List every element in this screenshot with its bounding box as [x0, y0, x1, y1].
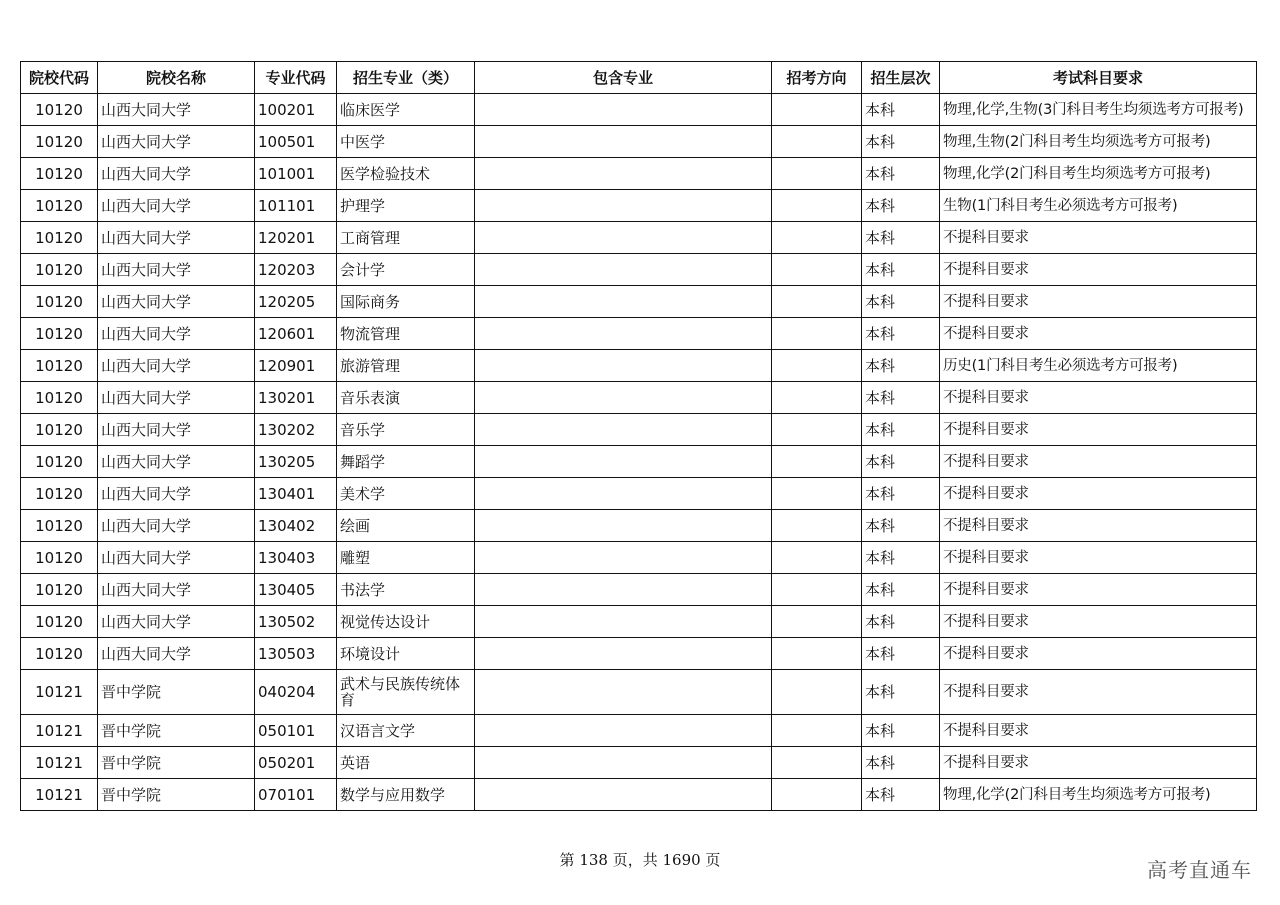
cell-level: 本科 — [862, 286, 940, 318]
cell-major-name: 国际商务 — [337, 286, 475, 318]
table-row — [21, 190, 1257, 222]
cell-included-majors — [475, 286, 772, 318]
cell-school-code: 10120 — [21, 318, 98, 350]
cell-major-name: 会计学 — [337, 254, 475, 286]
table-row — [21, 478, 1257, 510]
cell-subject-requirement: 不提科目要求 — [940, 606, 1257, 638]
cell-direction — [772, 414, 862, 446]
cell-included-majors — [475, 190, 772, 222]
cell-school-code: 10121 — [21, 779, 98, 811]
table-row — [21, 254, 1257, 286]
cell-school-name: 山西大同大学 — [98, 350, 255, 382]
cell-subject-requirement: 不提科目要求 — [940, 382, 1257, 414]
cell-direction — [772, 542, 862, 574]
cell-school-code: 10120 — [21, 126, 98, 158]
header-subject-requirement: 考试科目要求 — [940, 62, 1257, 94]
cell-major-code: 120601 — [255, 318, 337, 350]
table-row — [21, 747, 1257, 779]
cell-included-majors — [475, 638, 772, 670]
cell-direction — [772, 747, 862, 779]
cell-major-code: 100501 — [255, 126, 337, 158]
cell-direction — [772, 382, 862, 414]
cell-major-name: 环境设计 — [337, 638, 475, 670]
cell-level: 本科 — [862, 510, 940, 542]
cell-direction — [772, 779, 862, 811]
cell-direction — [772, 94, 862, 126]
cell-major-code: 130502 — [255, 606, 337, 638]
cell-major-code: 120901 — [255, 350, 337, 382]
cell-major-code: 130503 — [255, 638, 337, 670]
cell-school-code: 10120 — [21, 382, 98, 414]
cell-included-majors — [475, 382, 772, 414]
cell-included-majors — [475, 606, 772, 638]
cell-level: 本科 — [862, 638, 940, 670]
cell-level: 本科 — [862, 779, 940, 811]
cell-included-majors — [475, 94, 772, 126]
cell-included-majors — [475, 350, 772, 382]
cell-school-code: 10120 — [21, 286, 98, 318]
cell-school-name: 晋中学院 — [98, 779, 255, 811]
cell-school-code: 10120 — [21, 606, 98, 638]
cell-subject-requirement: 不提科目要求 — [940, 446, 1257, 478]
cell-direction — [772, 574, 862, 606]
cell-school-name: 山西大同大学 — [98, 94, 255, 126]
cell-included-majors — [475, 574, 772, 606]
cell-major-name: 汉语言文学 — [337, 715, 475, 747]
cell-subject-requirement: 不提科目要求 — [940, 670, 1257, 715]
table-row — [21, 158, 1257, 190]
cell-major-name: 医学检验技术 — [337, 158, 475, 190]
cell-major-name: 书法学 — [337, 574, 475, 606]
cell-major-code: 120205 — [255, 286, 337, 318]
cell-subject-requirement: 物理,化学(2门科目考生均须选考方可报考) — [940, 158, 1257, 190]
page-info: 第 138 页，共 1690 页 — [559, 851, 721, 869]
header-school-code: 院校代码 — [21, 62, 98, 94]
cell-major-code: 050101 — [255, 715, 337, 747]
cell-subject-requirement: 不提科目要求 — [940, 478, 1257, 510]
cell-major-name: 数学与应用数学 — [337, 779, 475, 811]
cell-level: 本科 — [862, 715, 940, 747]
cell-direction — [772, 670, 862, 715]
cell-school-code: 10121 — [21, 715, 98, 747]
table-row — [21, 446, 1257, 478]
cell-major-name: 视觉传达设计 — [337, 606, 475, 638]
cell-direction — [772, 606, 862, 638]
cell-direction — [772, 350, 862, 382]
cell-included-majors — [475, 254, 772, 286]
cell-school-code: 10120 — [21, 254, 98, 286]
header-major-code: 专业代码 — [255, 62, 337, 94]
cell-school-name: 山西大同大学 — [98, 126, 255, 158]
cell-major-name: 舞蹈学 — [337, 446, 475, 478]
cell-direction — [772, 158, 862, 190]
cell-major-code: 130405 — [255, 574, 337, 606]
cell-school-name: 山西大同大学 — [98, 158, 255, 190]
cell-included-majors — [475, 318, 772, 350]
cell-major-code: 040204 — [255, 670, 337, 715]
cell-major-name: 物流管理 — [337, 318, 475, 350]
cell-level: 本科 — [862, 350, 940, 382]
table-row — [21, 779, 1257, 811]
cell-major-code: 070101 — [255, 779, 337, 811]
cell-level: 本科 — [862, 574, 940, 606]
cell-level: 本科 — [862, 382, 940, 414]
cell-level: 本科 — [862, 190, 940, 222]
cell-included-majors — [475, 542, 772, 574]
cell-school-code: 10120 — [21, 94, 98, 126]
cell-subject-requirement: 不提科目要求 — [940, 222, 1257, 254]
cell-major-name: 美术学 — [337, 478, 475, 510]
cell-major-name: 武术与民族传统体育 — [337, 670, 475, 715]
header-major-name: 招生专业（类） — [337, 62, 475, 94]
header-included-majors: 包含专业 — [475, 62, 772, 94]
cell-school-name: 晋中学院 — [98, 670, 255, 715]
cell-direction — [772, 126, 862, 158]
cell-major-code: 101001 — [255, 158, 337, 190]
header-level: 招生层次 — [862, 62, 940, 94]
cell-subject-requirement: 不提科目要求 — [940, 747, 1257, 779]
cell-included-majors — [475, 779, 772, 811]
cell-school-name: 山西大同大学 — [98, 510, 255, 542]
cell-major-code: 130401 — [255, 478, 337, 510]
cell-school-code: 10120 — [21, 574, 98, 606]
watermark-text: 高考直通车 — [1147, 858, 1252, 882]
cell-direction — [772, 446, 862, 478]
cell-major-name: 雕塑 — [337, 542, 475, 574]
cell-school-name: 山西大同大学 — [98, 638, 255, 670]
table-row — [21, 542, 1257, 574]
cell-school-name: 山西大同大学 — [98, 414, 255, 446]
cell-major-name: 护理学 — [337, 190, 475, 222]
cell-direction — [772, 286, 862, 318]
cell-school-name: 山西大同大学 — [98, 318, 255, 350]
cell-subject-requirement: 物理,化学(2门科目考生均须选考方可报考) — [940, 779, 1257, 811]
cell-school-code: 10120 — [21, 190, 98, 222]
table-row — [21, 222, 1257, 254]
cell-school-name: 山西大同大学 — [98, 254, 255, 286]
cell-level: 本科 — [862, 670, 940, 715]
cell-subject-requirement: 物理,生物(2门科目考生均须选考方可报考) — [940, 126, 1257, 158]
cell-included-majors — [475, 747, 772, 779]
table-row — [21, 606, 1257, 638]
table-header-row — [21, 62, 1257, 94]
cell-school-name: 山西大同大学 — [98, 478, 255, 510]
cell-major-code: 130205 — [255, 446, 337, 478]
cell-subject-requirement: 不提科目要求 — [940, 574, 1257, 606]
cell-school-code: 10120 — [21, 222, 98, 254]
cell-major-code: 130202 — [255, 414, 337, 446]
cell-included-majors — [475, 126, 772, 158]
cell-direction — [772, 478, 862, 510]
cell-school-name: 晋中学院 — [98, 715, 255, 747]
table-row — [21, 94, 1257, 126]
cell-included-majors — [475, 222, 772, 254]
cell-subject-requirement: 不提科目要求 — [940, 254, 1257, 286]
admission-table — [20, 61, 1257, 811]
table-row — [21, 286, 1257, 318]
cell-level: 本科 — [862, 254, 940, 286]
cell-school-name: 山西大同大学 — [98, 446, 255, 478]
cell-school-code: 10120 — [21, 158, 98, 190]
cell-major-code: 130201 — [255, 382, 337, 414]
cell-level: 本科 — [862, 94, 940, 126]
table-row — [21, 318, 1257, 350]
cell-school-name: 山西大同大学 — [98, 574, 255, 606]
cell-included-majors — [475, 670, 772, 715]
table-row — [21, 414, 1257, 446]
cell-level: 本科 — [862, 414, 940, 446]
cell-school-code: 10120 — [21, 414, 98, 446]
cell-school-name: 山西大同大学 — [98, 542, 255, 574]
cell-level: 本科 — [862, 222, 940, 254]
cell-school-name: 山西大同大学 — [98, 606, 255, 638]
cell-subject-requirement: 历史(1门科目考生必须选考方可报考) — [940, 350, 1257, 382]
table-row — [21, 715, 1257, 747]
cell-subject-requirement: 不提科目要求 — [940, 510, 1257, 542]
header-school-name: 院校名称 — [98, 62, 255, 94]
cell-subject-requirement: 不提科目要求 — [940, 414, 1257, 446]
cell-level: 本科 — [862, 126, 940, 158]
cell-school-code: 10120 — [21, 350, 98, 382]
cell-included-majors — [475, 715, 772, 747]
cell-school-code: 10121 — [21, 670, 98, 715]
table-row — [21, 382, 1257, 414]
cell-level: 本科 — [862, 158, 940, 190]
cell-major-name: 临床医学 — [337, 94, 475, 126]
cell-school-code: 10120 — [21, 478, 98, 510]
cell-major-name: 旅游管理 — [337, 350, 475, 382]
cell-level: 本科 — [862, 542, 940, 574]
cell-included-majors — [475, 446, 772, 478]
cell-major-code: 100201 — [255, 94, 337, 126]
cell-level: 本科 — [862, 747, 940, 779]
cell-major-code: 130402 — [255, 510, 337, 542]
table-row — [21, 574, 1257, 606]
table-row — [21, 670, 1257, 715]
cell-included-majors — [475, 414, 772, 446]
cell-major-name: 音乐学 — [337, 414, 475, 446]
cell-direction — [772, 715, 862, 747]
cell-major-name: 音乐表演 — [337, 382, 475, 414]
cell-subject-requirement: 不提科目要求 — [940, 286, 1257, 318]
cell-school-name: 山西大同大学 — [98, 190, 255, 222]
cell-school-name: 山西大同大学 — [98, 382, 255, 414]
cell-school-name: 晋中学院 — [98, 747, 255, 779]
cell-major-name: 英语 — [337, 747, 475, 779]
cell-major-name: 中医学 — [337, 126, 475, 158]
cell-level: 本科 — [862, 446, 940, 478]
cell-direction — [772, 638, 862, 670]
cell-included-majors — [475, 510, 772, 542]
cell-level: 本科 — [862, 606, 940, 638]
cell-school-code: 10120 — [21, 542, 98, 574]
cell-major-code: 050201 — [255, 747, 337, 779]
cell-school-name: 山西大同大学 — [98, 222, 255, 254]
cell-direction — [772, 222, 862, 254]
cell-subject-requirement: 生物(1门科目考生必须选考方可报考) — [940, 190, 1257, 222]
cell-direction — [772, 254, 862, 286]
cell-included-majors — [475, 158, 772, 190]
cell-school-name: 山西大同大学 — [98, 286, 255, 318]
cell-subject-requirement: 不提科目要求 — [940, 638, 1257, 670]
cell-major-name: 工商管理 — [337, 222, 475, 254]
cell-subject-requirement: 不提科目要求 — [940, 715, 1257, 747]
cell-school-code: 10120 — [21, 446, 98, 478]
cell-subject-requirement: 不提科目要求 — [940, 318, 1257, 350]
table-row — [21, 638, 1257, 670]
cell-subject-requirement: 不提科目要求 — [940, 542, 1257, 574]
cell-school-code: 10121 — [21, 747, 98, 779]
cell-school-code: 10120 — [21, 638, 98, 670]
cell-level: 本科 — [862, 478, 940, 510]
cell-major-code: 101101 — [255, 190, 337, 222]
table-row — [21, 126, 1257, 158]
cell-major-code: 120203 — [255, 254, 337, 286]
cell-major-code: 130403 — [255, 542, 337, 574]
cell-major-code: 120201 — [255, 222, 337, 254]
cell-level: 本科 — [862, 318, 940, 350]
cell-included-majors — [475, 478, 772, 510]
cell-school-code: 10120 — [21, 510, 98, 542]
cell-subject-requirement: 物理,化学,生物(3门科目考生均须选考方可报考) — [940, 94, 1257, 126]
cell-direction — [772, 510, 862, 542]
cell-major-name: 绘画 — [337, 510, 475, 542]
cell-direction — [772, 190, 862, 222]
table-row — [21, 510, 1257, 542]
table-row — [21, 350, 1257, 382]
header-direction: 招考方向 — [772, 62, 862, 94]
cell-direction — [772, 318, 862, 350]
